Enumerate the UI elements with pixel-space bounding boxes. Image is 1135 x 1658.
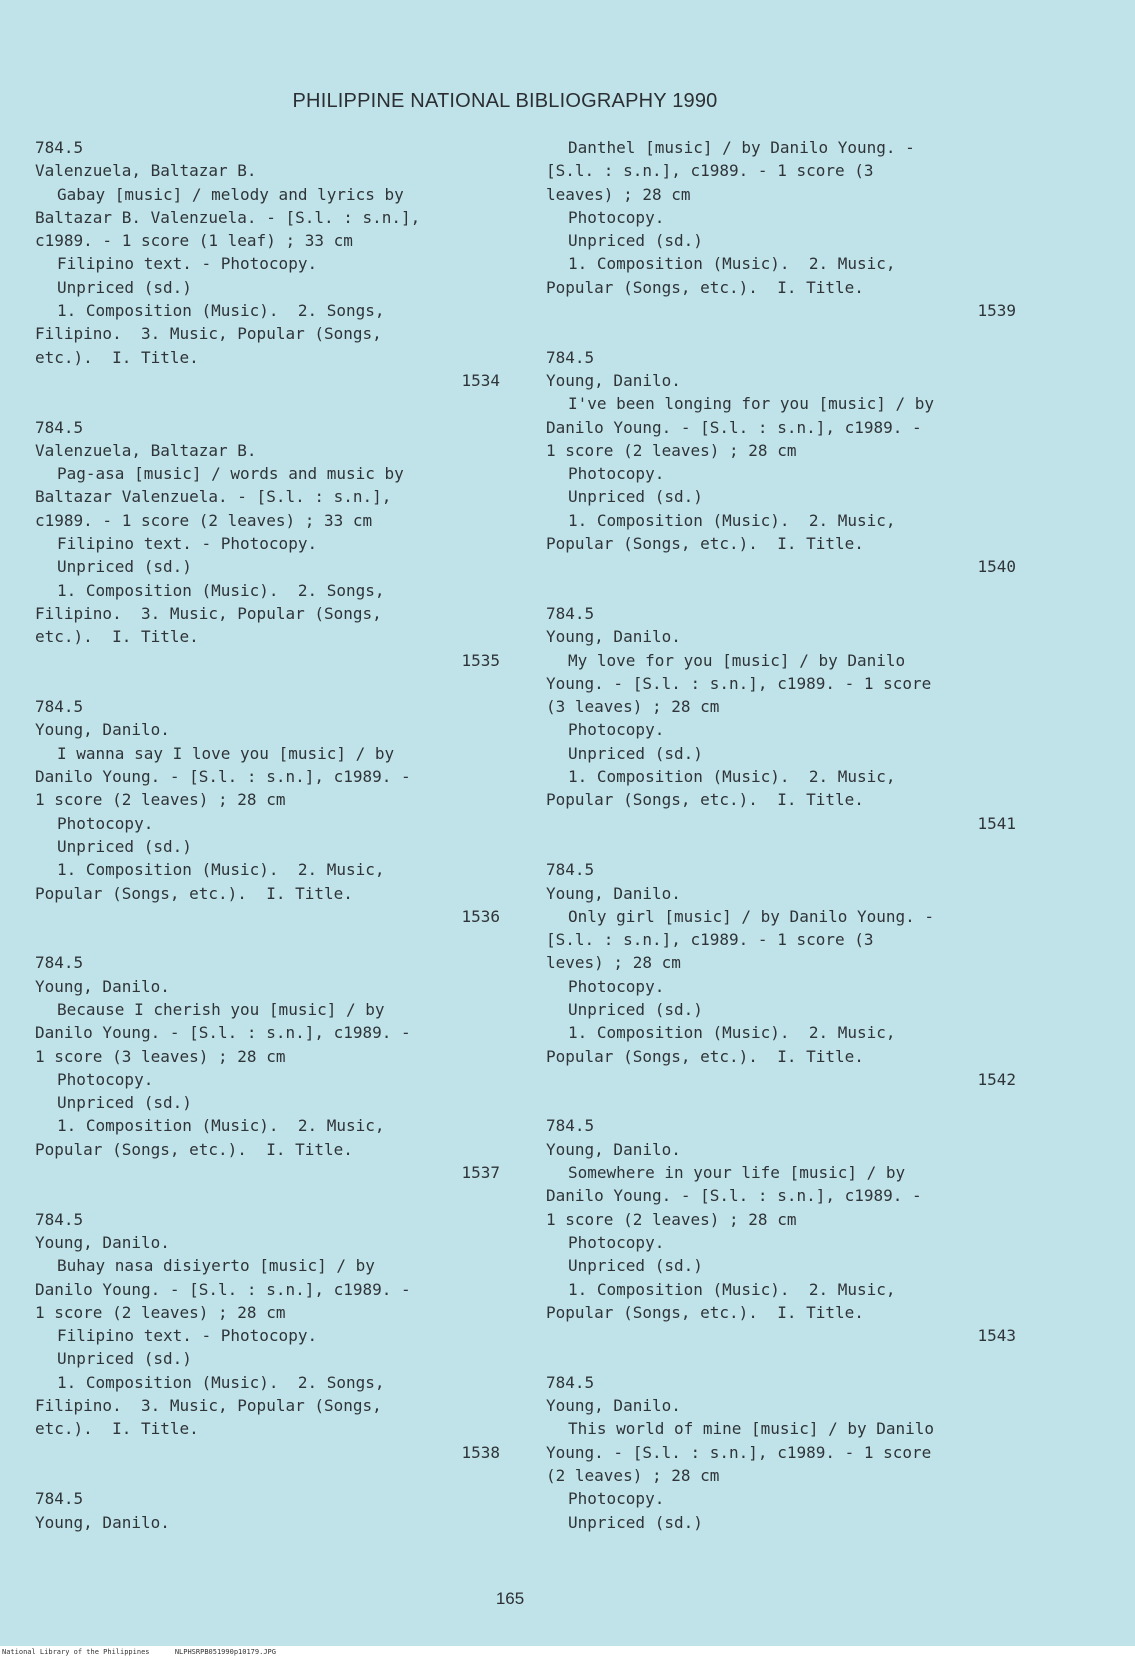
right-column — [546, 136, 1016, 1557]
call-number: 784.5 — [35, 417, 84, 437]
entry-line: etc.). I. Title. — [35, 347, 199, 367]
entry-author: Young, Danilo. — [546, 1396, 681, 1416]
entry-line: 1. Composition (Music). 2. Music, — [568, 254, 896, 274]
bibliography-entry — [546, 1371, 1016, 1534]
entry-line: 1. Composition (Music). 2. Music, — [57, 1116, 385, 1136]
entry-line: 1. Composition (Music). 2. Songs, — [57, 1372, 385, 1392]
entry-line: leves) ; 28 cm — [546, 953, 681, 973]
call-number: 784.5 — [546, 1116, 595, 1136]
entry-line: Filipino text. - Photocopy. — [57, 254, 318, 274]
entry-author: Young, Danilo. — [546, 883, 681, 903]
entry-number: 1542 — [977, 1069, 1016, 1089]
entry-line: Unpriced (sd.) — [568, 999, 703, 1019]
entry-line: Filipino text. - Photocopy. — [57, 534, 318, 554]
bibliography-entry — [546, 602, 1016, 835]
entry-author: Young, Danilo. — [546, 1139, 681, 1159]
entry-line: 1. Composition (Music). 2. Music, — [568, 1279, 896, 1299]
call-number: 784.5 — [546, 1372, 595, 1392]
entry-line: Only girl [music] / by Danilo Young. - — [568, 906, 935, 926]
footer-library: National Library of the Philippines — [2, 1648, 150, 1656]
entry-line: Pag-asa [music] / words and music by — [57, 464, 404, 484]
entry-line: Filipino text. - Photocopy. — [57, 1326, 318, 1346]
entry-line: 1 score (2 leaves) ; 28 cm — [35, 790, 286, 810]
entry-line: Buhay nasa disiyerto [music] / by — [57, 1256, 375, 1276]
page-title: PHILIPPINE NATIONAL BIBLIOGRAPHY 1990 — [292, 90, 718, 112]
bibliography-entry — [546, 136, 1016, 322]
entry-line: c1989. - 1 score (2 leaves) ; 33 cm — [35, 510, 373, 530]
entry-line: Unpriced (sd.) — [568, 1256, 703, 1276]
entry-line: 1. Composition (Music). 2. Songs, — [57, 580, 385, 600]
entry-line: Unpriced (sd.) — [57, 1093, 192, 1113]
entry-line: My love for you [music] / by Danilo — [568, 650, 906, 670]
entry-line: Somewhere in your life [music] / by — [568, 1163, 906, 1183]
entry-line: 1. Composition (Music). 2. Music, — [568, 767, 896, 787]
entry-line: Danthel [music] / by Danilo Young. - — [568, 138, 915, 157]
entry-author: Valenzuela, Baltazar B. — [35, 161, 257, 181]
entry-line: c1989. - 1 score (1 leaf) ; 33 cm — [35, 231, 353, 251]
entry-number: 1535 — [461, 650, 500, 670]
entry-line: I wanna say I love you [music] / by — [57, 743, 395, 763]
bibliography-entry — [35, 951, 500, 1184]
footer-file: NLPHSRPB051990p10179.JPG — [174, 1648, 276, 1656]
entry-number: 1537 — [461, 1163, 500, 1183]
entry-line: Filipino. 3. Music, Popular (Songs, — [35, 324, 382, 344]
call-number: 784.5 — [35, 1489, 84, 1509]
entry-number: 1539 — [977, 301, 1016, 321]
entry-number: 1543 — [977, 1326, 1016, 1346]
entry-number: 1536 — [461, 906, 500, 926]
entry-number: 1538 — [461, 1442, 500, 1462]
entry-author: Young, Danilo. — [35, 720, 170, 740]
call-number: 784.5 — [35, 953, 84, 973]
entry-line: Photocopy. — [568, 720, 665, 740]
entry-line: Unpriced (sd.) — [568, 231, 703, 251]
entry-line: Photocopy. — [568, 1489, 665, 1509]
entry-line: Young. - [S.l. : s.n.], c1989. - 1 score — [546, 673, 932, 693]
entry-line: 1. Composition (Music). 2. Songs, — [57, 301, 385, 321]
footer-bar — [0, 1646, 1135, 1658]
entry-line: Popular (Songs, etc.). I. Title. — [546, 277, 864, 297]
entry-author: Young, Danilo. — [35, 1232, 170, 1252]
entry-line: (2 leaves) ; 28 cm — [546, 1465, 720, 1485]
entry-line: Unpriced (sd.) — [568, 1512, 703, 1532]
call-number: 784.5 — [546, 347, 595, 367]
entry-line: Photocopy. — [568, 1232, 665, 1252]
entry-line: Danilo Young. - [S.l. : s.n.], c1989. - — [546, 1186, 922, 1206]
entry-line: Popular (Songs, etc.). I. Title. — [35, 1139, 353, 1159]
entry-line: Danilo Young. - [S.l. : s.n.], c1989. - — [35, 1279, 411, 1299]
entry-line: Danilo Young. - [S.l. : s.n.], c1989. - — [546, 417, 922, 437]
entry-line: Unpriced (sd.) — [568, 743, 703, 763]
entry-line: Photocopy. — [568, 207, 665, 227]
entry-author: Valenzuela, Baltazar B. — [35, 440, 257, 460]
entry-line: I've been longing for you [music] / by — [568, 394, 935, 414]
entry-line: 1. Composition (Music). 2. Music, — [568, 510, 896, 530]
entry-line: Popular (Songs, etc.). I. Title. — [35, 883, 353, 903]
entry-line: Unpriced (sd.) — [57, 557, 192, 577]
bibliography-entry — [35, 1208, 500, 1464]
entry-number: 1540 — [977, 557, 1016, 577]
entry-line: Popular (Songs, etc.). I. Title. — [546, 790, 864, 810]
bibliography-entry — [35, 1487, 500, 1534]
entry-line: Photocopy. — [568, 464, 665, 484]
entry-number: 1534 — [461, 370, 500, 390]
entry-author: Young, Danilo. — [546, 370, 681, 390]
bibliography-entry — [546, 858, 1016, 1091]
entry-line: This world of mine [music] / by Danilo — [568, 1419, 935, 1439]
entry-line: Filipino. 3. Music, Popular (Songs, — [35, 1396, 382, 1416]
entry-line: Baltazar B. Valenzuela. - [S.l. : s.n.], — [35, 207, 421, 227]
entry-number: 1541 — [977, 813, 1016, 833]
entry-line: 1 score (2 leaves) ; 28 cm — [35, 1302, 286, 1322]
entry-line: Young. - [S.l. : s.n.], c1989. - 1 score — [546, 1442, 932, 1462]
entry-line: Unpriced (sd.) — [57, 1349, 192, 1369]
entry-line: 1. Composition (Music). 2. Music, — [57, 860, 385, 880]
bibliography-entry — [546, 346, 1016, 579]
entry-line: (3 leaves) ; 28 cm — [546, 697, 720, 717]
entry-line: 1 score (2 leaves) ; 28 cm — [546, 1209, 797, 1229]
entry-line: Danilo Young. - [S.l. : s.n.], c1989. - — [35, 1023, 411, 1043]
entry-line: Because I cherish you [music] / by — [57, 999, 385, 1019]
bibliography-entry — [35, 136, 500, 392]
entry-line: Danilo Young. - [S.l. : s.n.], c1989. - — [35, 767, 411, 787]
entry-author: Young, Danilo. — [35, 976, 170, 996]
entry-line: Unpriced (sd.) — [57, 277, 192, 297]
entry-line: Gabay [music] / melody and lyrics by — [57, 184, 404, 204]
entry-line: Popular (Songs, etc.). I. Title. — [546, 534, 864, 554]
entry-line: 1 score (2 leaves) ; 28 cm — [546, 440, 797, 460]
entry-line: [S.l. : s.n.], c1989. - 1 score (3 — [546, 930, 874, 950]
entry-line: etc.). I. Title. — [35, 1419, 199, 1439]
call-number: 784.5 — [35, 138, 84, 157]
entry-line: Unpriced (sd.) — [57, 836, 192, 856]
entry-line: Photocopy. — [57, 1069, 154, 1089]
entry-line: Photocopy. — [57, 813, 154, 833]
page-number: 165 — [495, 1589, 525, 1608]
bibliography-entry — [546, 1114, 1016, 1347]
entry-line: [S.l. : s.n.], c1989. - 1 score (3 — [546, 161, 874, 181]
entry-line: leaves) ; 28 cm — [546, 184, 691, 204]
entry-author: Young, Danilo. — [546, 627, 681, 647]
entry-line: etc.). I. Title. — [35, 627, 199, 647]
call-number: 784.5 — [35, 1209, 84, 1229]
entry-line: Photocopy. — [568, 976, 665, 996]
entry-author: Young, Danilo. — [35, 1512, 170, 1532]
left-column — [35, 136, 500, 1557]
entry-line: 1 score (3 leaves) ; 28 cm — [35, 1046, 286, 1066]
entry-line: 1. Composition (Music). 2. Music, — [568, 1023, 896, 1043]
entry-line: Baltazar Valenzuela. - [S.l. : s.n.], — [35, 487, 392, 507]
entry-line: Unpriced (sd.) — [568, 487, 703, 507]
bibliography-entry — [35, 695, 500, 928]
entry-line: Popular (Songs, etc.). I. Title. — [546, 1302, 864, 1322]
entry-line: Filipino. 3. Music, Popular (Songs, — [35, 603, 382, 623]
call-number: 784.5 — [546, 860, 595, 880]
call-number: 784.5 — [35, 697, 84, 717]
entry-line: Popular (Songs, etc.). I. Title. — [546, 1046, 864, 1066]
bibliography-entry — [35, 416, 500, 672]
call-number: 784.5 — [546, 603, 595, 623]
